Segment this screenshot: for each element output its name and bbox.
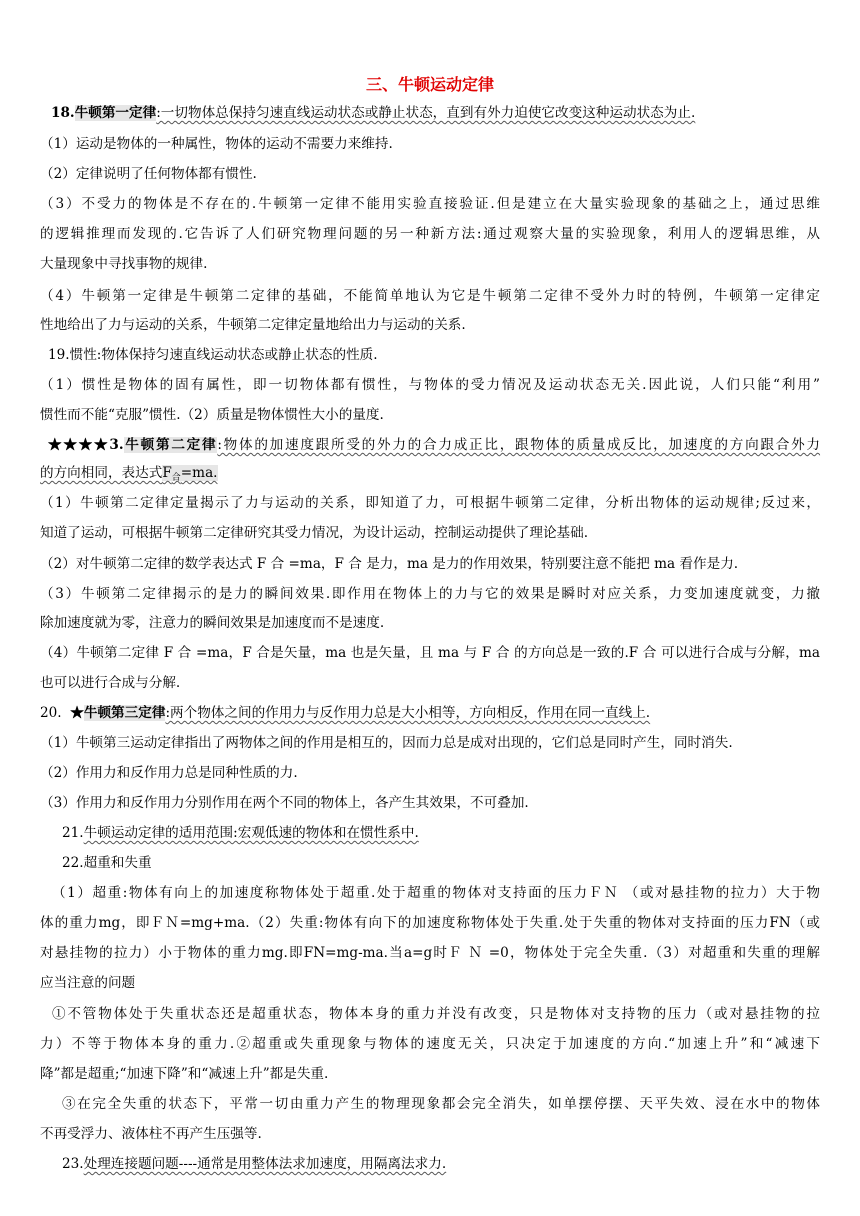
newton-second-law-formula-line	[40, 464, 218, 487]
paragraph: （2）作用力和反作用力总是同种性质的力.	[40, 765, 298, 781]
paragraph: 应当注意的问题	[40, 975, 136, 991]
formula-rest: =ma.	[180, 465, 218, 481]
paragraph: 力）不等于物体本身的重力.②超重或失重现象与物体的速度无关，只决定于加速度的方向.“加速上升”和“减速下	[40, 1036, 820, 1052]
applicability-range	[62, 824, 419, 842]
paragraph: （4）牛顿第一定律是牛顿第二定律的基础，不能简单地认为它是牛顿第二定律不受外力时的特例，牛顿第一定律定	[40, 288, 820, 304]
newton-second-law-definition	[48, 436, 820, 454]
paragraph: （1）超重:物体有向上的加速度称物体处于超重.处于超重的物体对支持面的压力ＦＮ （或对悬挂物的拉力）大于物	[52, 885, 820, 901]
paragraph: 的逻辑推理而发现的.它告诉了人们研究物理问题的另一种新方法:通过观察大量的实验现象，利用人的逻辑思维，从	[40, 226, 820, 242]
paragraph: ①不管物体处于失重状态还是超重状态，物体本身的重力并没有改变，只是物体对支持物的压力（或对悬挂物的拉	[52, 1006, 820, 1022]
section-title: 三、牛顿运动定律	[365, 75, 494, 94]
applicability-text: 牛顿运动定律的适用范围:宏观低速的物体和在惯性系中.	[83, 825, 419, 841]
item-number: 18.	[51, 105, 75, 121]
item-number: 23.	[62, 1156, 84, 1172]
item-number: 20.	[40, 705, 62, 721]
law-definition: 的方向相同，表达式	[40, 465, 163, 481]
paragraph: 对悬挂物的拉力）小于物体的重力mg.即FN=mg-ma.当a=g时Ｆ Ｎ =0，物体处于完全失重.（3）对超重和失重的理解	[40, 945, 820, 961]
newton-first-law-definition	[51, 104, 811, 122]
paragraph: 除加速度就为零，注意力的瞬间效果是加速度而不是速度.	[40, 615, 385, 631]
method-text: 处理连接题问题----通常是用整体法求加速度，用隔离法求力.	[83, 1156, 447, 1172]
paragraph: （1）运动是物体的一种属性，物体的运动不需要力来维持.	[40, 136, 393, 152]
overweight-weightless-heading: 22.超重和失重	[62, 855, 152, 871]
paragraph: （3）牛顿第二定律揭示的是力的瞬间效果.即作用在物体上的力与它的效果是瞬时对应关系，力变加速度就变，力撤	[40, 586, 820, 602]
paragraph: （3）不受力的物体是不存在的.牛顿第一定律不能用实验直接验证.但是建立在大量实验现象的基础之上，通过思维	[40, 196, 820, 212]
importance-stars: ★★★★	[48, 437, 110, 453]
item-number: 3.	[109, 437, 124, 453]
paragraph: ③在完全失重的状态下，平常一切由重力产生的物理现象都会完全消失，如单摆停摆、天平失效、浸在水中的物体	[62, 1096, 820, 1112]
paragraph: 大量现象中寻找事物的规律.	[40, 256, 208, 272]
paragraph: （3）作用力和反作用力分别作用在两个不同的物体上，各产生其效果，不可叠加.	[40, 795, 529, 811]
paragraph: （1）惯性是物体的固有属性，即一切物体都有惯性，与物体的受力情况及运动状态无关.因此说，人们只能“利用”	[40, 377, 820, 393]
paragraph: 不再受浮力、液体柱不再产生压强等.	[40, 1126, 262, 1142]
paragraph: （2）对牛顿第二定律的数学表达式 F 合 =ma，F 合 是力，ma 是力的作用效果，特别要注意不能把 ma 看作是力.	[40, 556, 739, 572]
law-definition: :一切物体总保持匀速直线运动状态或静止状态，直到有外力迫使它改变这种运动状态为止.	[156, 105, 696, 121]
law-heading: 牛顿第三定律	[83, 705, 166, 721]
paragraph: 体的重力mg，即ＦＮ=mg+ma.（2）失重:物体有向下的加速度称物体处于失重.处于失重的物体对支持面的压力FN（或	[40, 915, 820, 931]
paragraph: （1）牛顿第三运动定律指出了两物体之间的作用是相互的，因而力总是成对出现的，它们总是同时产生，同时消失.	[40, 735, 733, 751]
newton-third-law-definition	[40, 704, 650, 722]
item-number: 21.	[62, 825, 84, 841]
law-definition: :物体的加速度跟所受的外力的合力成正比，跟物体的质量成反比，加速度的方向跟合外力	[217, 437, 821, 453]
paragraph: 惯性而不能“克服”惯性.（2）质量是物体惯性大小的量度.	[40, 407, 384, 423]
paragraph: 也可以进行合成与分解.	[40, 675, 181, 691]
formula	[162, 465, 217, 481]
law-heading: 牛顿第二定律	[123, 437, 218, 453]
formula-symbol: F	[162, 465, 172, 481]
formula-subscript: 合	[171, 473, 181, 483]
inertia-heading: 19.惯性:物体保持匀速直线运动状态或静止状态的性质.	[48, 347, 378, 363]
paragraph: 降”都是超重;“加速下降”和“减速上升”都是失重.	[40, 1066, 329, 1082]
connected-bodies-method	[62, 1155, 446, 1173]
paragraph: （4）牛顿第二定律 F 合 =ma，F 合是矢量，ma 也是矢量，且 ma 与 F 合 的方向总是一致的.F 合 可以进行合成与分解，ma	[40, 645, 820, 661]
paragraph: （1）牛顿第二定律定量揭示了力与运动的关系，即知道了力，可根据牛顿第二定律，分析出物体的运动规律;反过来，	[40, 495, 820, 511]
paragraph: 知道了运动，可根据牛顿第二定律研究其受力情况，为设计运动，控制运动提供了理论基础.	[40, 525, 589, 541]
law-heading: 牛顿第一定律	[74, 105, 157, 121]
importance-stars: ★	[70, 705, 84, 721]
paragraph: 性地给出了力与运动的关系，牛顿第二定律定量地给出力与运动的关系.	[40, 317, 466, 333]
paragraph: （2）定律说明了任何物体都有惯性.	[40, 166, 257, 182]
law-definition: :两个物体之间的作用力与反作用力总是大小相等，方向相反，作用在同一直线上.	[165, 705, 651, 721]
